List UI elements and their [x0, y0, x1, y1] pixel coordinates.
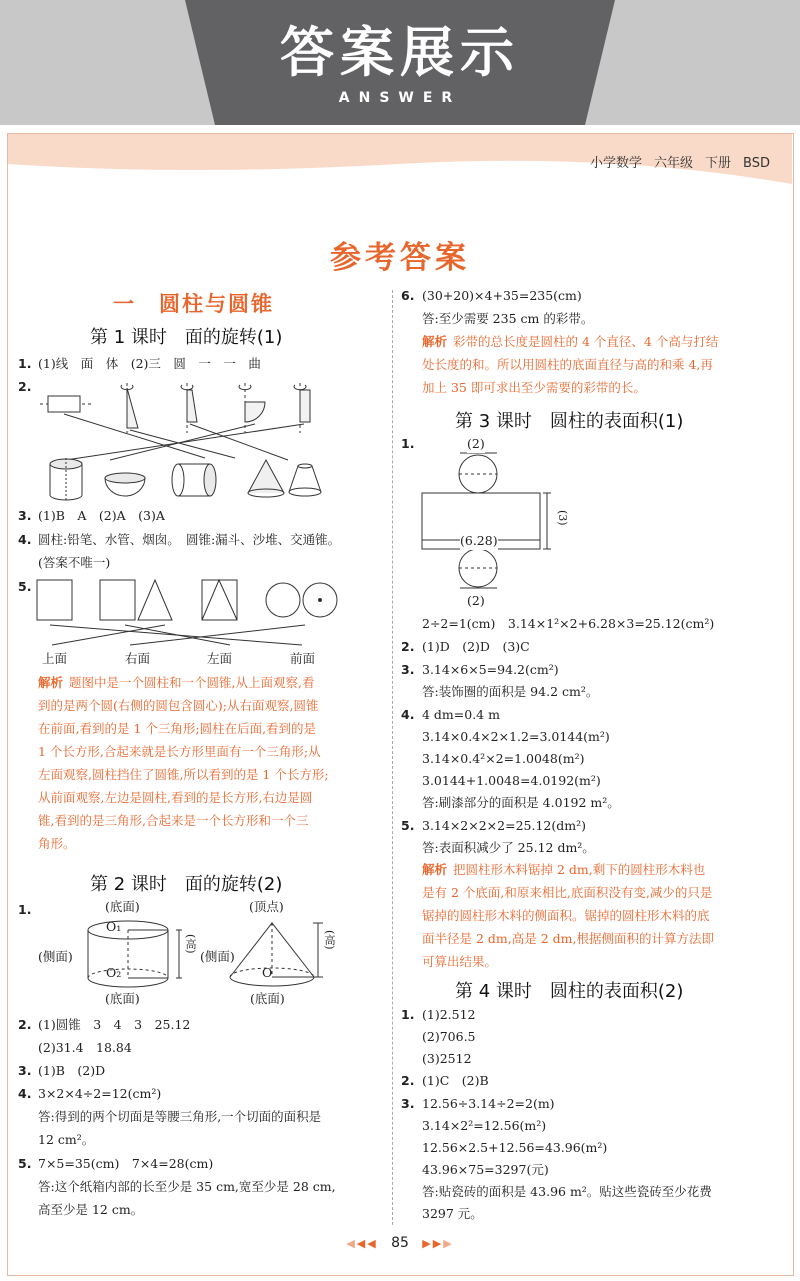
labeled-cylinder — [88, 921, 182, 987]
q-number: 4. — [18, 1086, 32, 1101]
match-line — [130, 430, 235, 458]
net-label-width: (6.28) — [460, 533, 498, 548]
l4-q3-line: 43.96×75=3297(元) — [422, 1162, 549, 1177]
label-bottom-face: (底面) — [105, 899, 140, 914]
horizontal-cylinder-solid — [172, 464, 216, 496]
q6-analysis-line: 解析 彩带的总长度是圆柱的 4 个直径、4 个高与打结 — [422, 334, 719, 349]
views-matching-figure — [30, 575, 350, 650]
l2-q4-line1: 3×2×4÷2=12(cm²) — [38, 1086, 162, 1101]
q-number: 2. — [401, 639, 415, 654]
l4-q1-line: (3)2512 — [422, 1051, 472, 1066]
l3-q5-line1: 3.14×2×2×2=25.12(dm²) — [422, 818, 586, 833]
l1-q4-line1: 圆柱:铅笔、水管、烟囱。 圆锥:漏斗、沙堆、交通锥。 — [38, 532, 341, 547]
quarter-circle-shape — [245, 402, 265, 422]
net-label-top: (2) — [467, 436, 485, 451]
q6-analysis-line: 处长度的和。所以用圆柱的底面直径与高的和乘 4,再 — [422, 357, 713, 372]
label-o: O — [262, 965, 273, 980]
column-divider — [392, 290, 393, 1225]
l3-analysis-line: 解析 把圆柱形木料锯掉 2 dm,剩下的圆柱形木料也 — [422, 862, 706, 877]
match-line — [130, 625, 305, 645]
view-circle — [266, 583, 300, 617]
q-number: 1. — [401, 436, 415, 451]
q6-line1: (30+20)×4+35=235(cm) — [422, 288, 582, 303]
l2-q3: (1)B (2)D — [38, 1063, 106, 1078]
page-footer — [0, 1235, 800, 1251]
q-number: 5. — [401, 818, 415, 833]
rectangle-shape — [300, 390, 310, 422]
l2-q5-line1: 7×5=35(cm) 7×4=28(cm) — [38, 1156, 214, 1171]
lesson3-title: 第 3 课时 圆柱的表面积(1) — [455, 411, 684, 432]
l4-q1-line: (1)2.512 — [422, 1007, 476, 1022]
label-side-face: (侧面) — [38, 949, 73, 964]
q-number: 3. — [401, 662, 415, 677]
net-label-bottom: (2) — [467, 593, 485, 608]
page-number: 85 — [391, 1235, 409, 1251]
label-bottom-face: (底面) — [105, 991, 140, 1006]
l1-analysis-line: 锥,看到的是三角形,合起来是一个长方形和一个三 — [38, 813, 309, 828]
inner-triangle — [202, 580, 237, 620]
analysis-label: 解析 — [422, 334, 448, 349]
chapter-title: 一 圆柱与圆锥 — [113, 292, 274, 316]
l2-q4-line3: 12 cm²。 — [38, 1132, 95, 1147]
q-number: 3. — [18, 508, 32, 523]
lesson2-title: 第 2 课时 面的旋转(2) — [90, 874, 283, 895]
l1-analysis-line: 在前面,看到的是 1 个三角形;圆柱在后面,看到的是 — [38, 721, 317, 736]
rotation-matching-figure — [30, 378, 370, 503]
q-number: 6. — [401, 288, 415, 303]
q-number: 4. — [401, 707, 415, 722]
page-title: 参考答案 — [330, 240, 470, 276]
l3-q4-line: 4 dm=0.4 m — [422, 707, 500, 722]
q-number: 2. — [18, 379, 32, 394]
net-label-height: (3) — [556, 510, 569, 526]
book-subject: 小学数学 — [590, 156, 643, 171]
book-edition: BSD — [743, 156, 770, 171]
lesson1-title: 第 1 课时 面的旋转(1) — [90, 327, 283, 348]
view-label-top: 上面 — [42, 651, 68, 666]
q-number: 1. — [18, 356, 32, 371]
analysis-label: 解析 — [422, 862, 448, 877]
l2-q4-line2: 答:得到的两个切面是等腰三角形,一个切面的面积是 — [38, 1109, 322, 1124]
l3-analysis-line: 是有 2 个底面,和原来相比,底面积没有变,减少的只是 — [422, 885, 713, 900]
view-label-front: 前面 — [290, 651, 316, 666]
q-number: 1. — [401, 1007, 415, 1022]
book-info — [578, 152, 770, 171]
label-bottom-face: (底面) — [250, 991, 285, 1006]
view-label-right: 右面 — [125, 651, 151, 666]
l4-q3-line: 12.56×2.5+12.56=43.96(m²) — [422, 1140, 608, 1155]
triangle-shape — [127, 388, 138, 428]
l2-q2-line2: (2)31.4 18.84 — [38, 1040, 132, 1055]
l4-q3-line: 3.14×2²=12.56(m²) — [422, 1118, 547, 1133]
l3-analysis-line: 锯掉的圆柱形木料的侧面积。锯掉的圆柱形木料的底 — [422, 908, 710, 923]
l4-q3-line: 12.56÷3.14÷2=2(m) — [422, 1096, 555, 1111]
q-number: 2. — [18, 1017, 32, 1032]
frustum-solid — [289, 464, 321, 496]
cylinder-solid — [50, 458, 82, 500]
l2-q5-line2: 答:这个纸箱内部的长至少是 35 cm,宽至少是 28 cm, — [38, 1179, 336, 1194]
view-label-left: 左面 — [207, 651, 233, 666]
l1-q4-line2: (答案不唯一) — [38, 555, 111, 570]
l3-q5-line2: 答:表面积减少了 25.12 dm²。 — [422, 840, 595, 855]
q-number: 2. — [401, 1073, 415, 1088]
match-line — [66, 424, 304, 460]
book-grade: 六年级 — [654, 156, 694, 171]
match-line — [52, 625, 165, 645]
lesson4-title: 第 4 课时 圆柱的表面积(2) — [455, 981, 684, 1002]
l3-q4-line: 3.0144+1.0048=4.0192(m²) — [422, 773, 601, 788]
labeled-cone — [230, 923, 323, 986]
l1-analysis-line: 左面观察,圆柱挡住了圆锥,所以看到的是 1 个长方形; — [38, 767, 329, 782]
l3-q2: (1)D (2)D (3)C — [422, 639, 530, 654]
l3-q4-line: 3.14×0.4²×2=1.0048(m²) — [422, 751, 585, 766]
l1-analysis-line: 到的是两个圆(右侧的圆包含圆心);从右面观察,圆锥 — [38, 698, 319, 713]
match-line — [190, 424, 288, 460]
label-side-face: (侧面) — [200, 949, 235, 964]
view-rectangle — [37, 580, 72, 620]
l4-q2: (1)C (2)B — [422, 1073, 489, 1088]
label-height: (高) — [184, 934, 197, 954]
q-number: 5. — [18, 579, 32, 594]
trapezoid-shape — [187, 390, 197, 422]
l4-q3-line: 3297 元。 — [422, 1206, 483, 1221]
q-number: 5. — [18, 1156, 32, 1171]
l1-q3: (1)B A (2)A (3)A — [38, 508, 165, 523]
banner-title: 答案展示 — [280, 21, 520, 84]
l3-analysis-line: 可算出结果。 — [422, 954, 498, 969]
l3-q1-calc: 2÷2=1(cm) 3.14×1²×2+6.28×3=25.12(cm²) — [422, 616, 715, 631]
view-rectangle — [100, 580, 135, 620]
l2-q2-line1: (1)圆锥 3 4 3 25.12 — [38, 1017, 191, 1032]
l3-q4-line: 3.14×0.4×2×1.2=3.0144(m²) — [422, 729, 610, 744]
dimension-line — [543, 493, 551, 549]
label-height: (高) — [323, 930, 336, 950]
l1-analysis-line: 角形。 — [38, 836, 76, 851]
l3-q4-line: 答:刷漆部分的面积是 4.0192 m²。 — [422, 795, 620, 810]
book-volume: 下册 — [705, 156, 732, 171]
rectangle-shape — [48, 396, 80, 412]
l1-analysis-line: 解析 题图中是一个圆柱和一个圆锥,从上面观察,看 — [38, 675, 315, 690]
q-number: 3. — [401, 1096, 415, 1111]
view-rectangle-with-triangle — [202, 580, 237, 620]
label-o2: O₂ — [106, 965, 122, 980]
prev-arrows-icon: ◀◀◀ — [346, 1237, 378, 1250]
analysis-label: 解析 — [38, 675, 64, 690]
q-number: 1. — [18, 902, 32, 917]
l1-analysis-line: 从前面观察,左边是圆柱,看到的是长方形,右边是圆 — [38, 790, 313, 805]
hemisphere-solid — [105, 473, 145, 496]
cylinder-net-figure — [415, 445, 575, 605]
banner-subtitle: ANSWER — [338, 90, 462, 106]
label-apex: (顶点) — [249, 899, 284, 914]
next-arrows-icon: ▶▶▶ — [422, 1237, 454, 1250]
cone-solid — [248, 460, 284, 497]
l4-q3-line: 答:贴瓷砖的面积是 43.96 m²。贴这些瓷砖至少花费 — [422, 1184, 712, 1199]
label-o1: O₁ — [106, 919, 122, 934]
l3-analysis-line: 面半径是 2 dm,高是 2 dm,根据侧面积的计算方法即 — [422, 931, 714, 946]
l3-q3-line1: 3.14×6×5=94.2(cm²) — [422, 662, 559, 677]
header-banner — [0, 0, 800, 125]
l1-analysis-line: 1 个长方形,合起来就是长方形里面有一个三角形;从 — [38, 744, 321, 759]
l4-q1-line: (2)706.5 — [422, 1029, 476, 1044]
l2-q5-line3: 高至少是 12 cm。 — [38, 1202, 144, 1217]
q-number: 3. — [18, 1063, 32, 1078]
q6-analysis-line: 加上 35 即可求出至少需要的彩带的长。 — [422, 380, 646, 395]
q6-line2: 答:至少需要 235 cm 的彩带。 — [422, 311, 594, 326]
q-number: 4. — [18, 532, 32, 547]
l1-q1: (1)线 面 体 (2)三 圆 一 一 曲 — [38, 356, 261, 371]
l3-q3-line2: 答:装饰圈的面积是 94.2 cm²。 — [422, 684, 599, 699]
view-triangle — [138, 580, 172, 620]
